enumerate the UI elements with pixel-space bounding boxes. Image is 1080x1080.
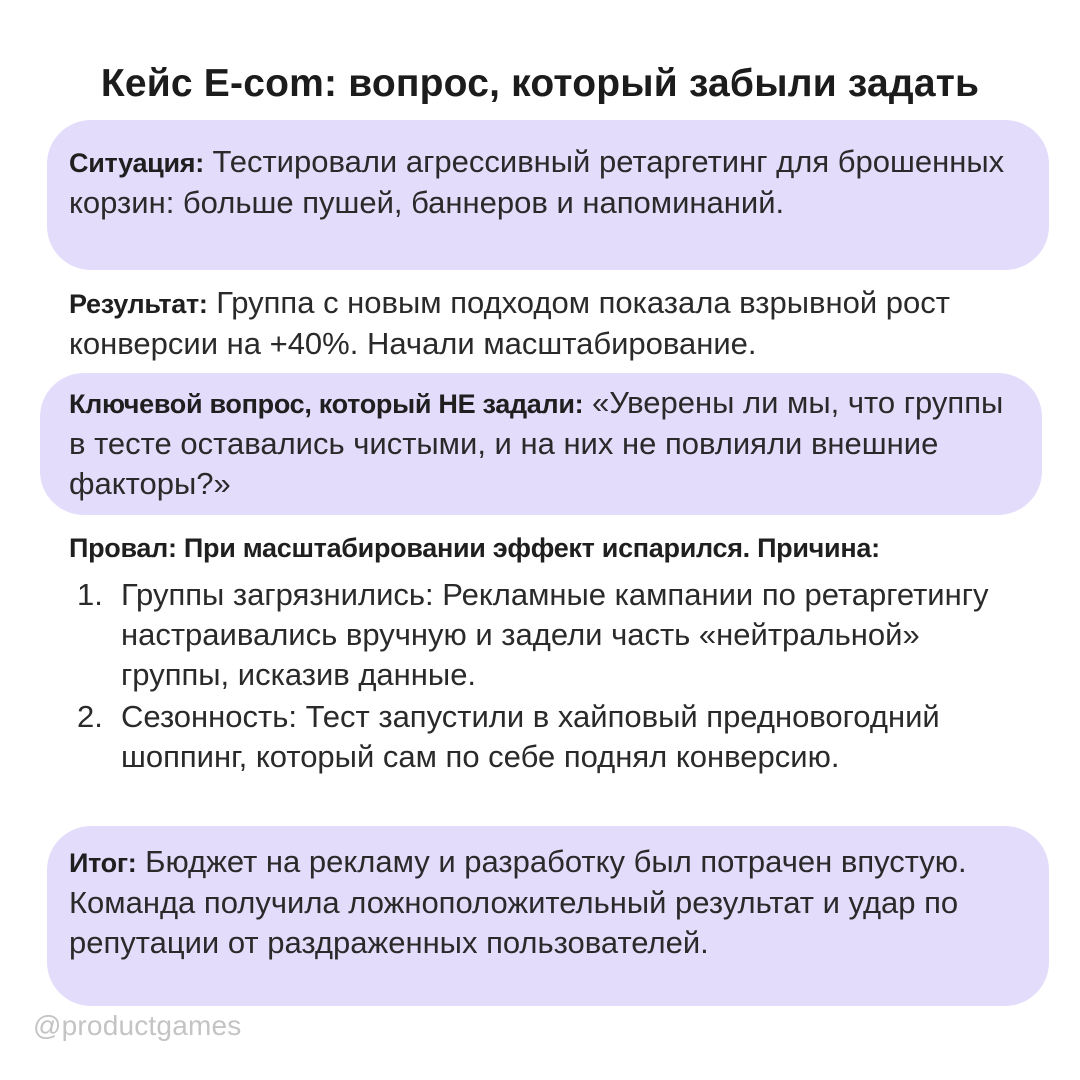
key-question-label: Ключевой вопрос, который НЕ задали:	[69, 389, 584, 419]
result-label: Результат:	[69, 289, 208, 319]
situation-card	[47, 120, 1049, 270]
outcome-text: Бюджет на рекламу и разработку был потрачен впустую. Команда получила ложноположительный результат и удар по репутации от раздраженных пользователей.	[69, 844, 967, 960]
situation-text: Тестировали агрессивный ретаргетинг для брошенных корзин: больше пушей, баннеров и напоминаний.	[69, 144, 1005, 220]
failure-heading-text: Провал: При масштабировании эффект испарился. Причина:	[69, 533, 880, 563]
failure-heading	[69, 527, 1029, 568]
failure-reasons-list	[69, 575, 1029, 779]
key-question-text: «Уверены ли мы, что группы в тесте оставались чистыми, и на них не повлияли внешние факторы?»	[69, 385, 1004, 501]
result-paragraph	[69, 283, 1029, 364]
situation-label: Ситуация:	[69, 148, 204, 178]
key-question-card	[40, 373, 1042, 515]
outcome-card	[47, 826, 1049, 1006]
result-text: Группа с новым подходом показала взрывной рост конверсии на +40%. Начали масштабирование.	[69, 285, 950, 361]
list-item-text: Сезонность: Тест запустили в хайповый предновогодний шоппинг, который сам по себе поднял конверсию.	[121, 699, 940, 774]
list-item-number: 2.	[77, 699, 103, 734]
watermark: @productgames	[33, 1010, 242, 1041]
list-item	[69, 697, 1029, 777]
page-title: Кейс E-com: вопрос, который забыли задать	[100, 62, 980, 105]
list-item	[69, 575, 1029, 695]
list-item-text: Группы загрязнились: Рекламные кампании по ретаргетингу настраивались вручную и задели часть «нейтральной» группы, исказив данные.	[121, 577, 989, 692]
outcome-label: Итог:	[69, 848, 137, 878]
list-item-number: 1.	[77, 577, 103, 612]
